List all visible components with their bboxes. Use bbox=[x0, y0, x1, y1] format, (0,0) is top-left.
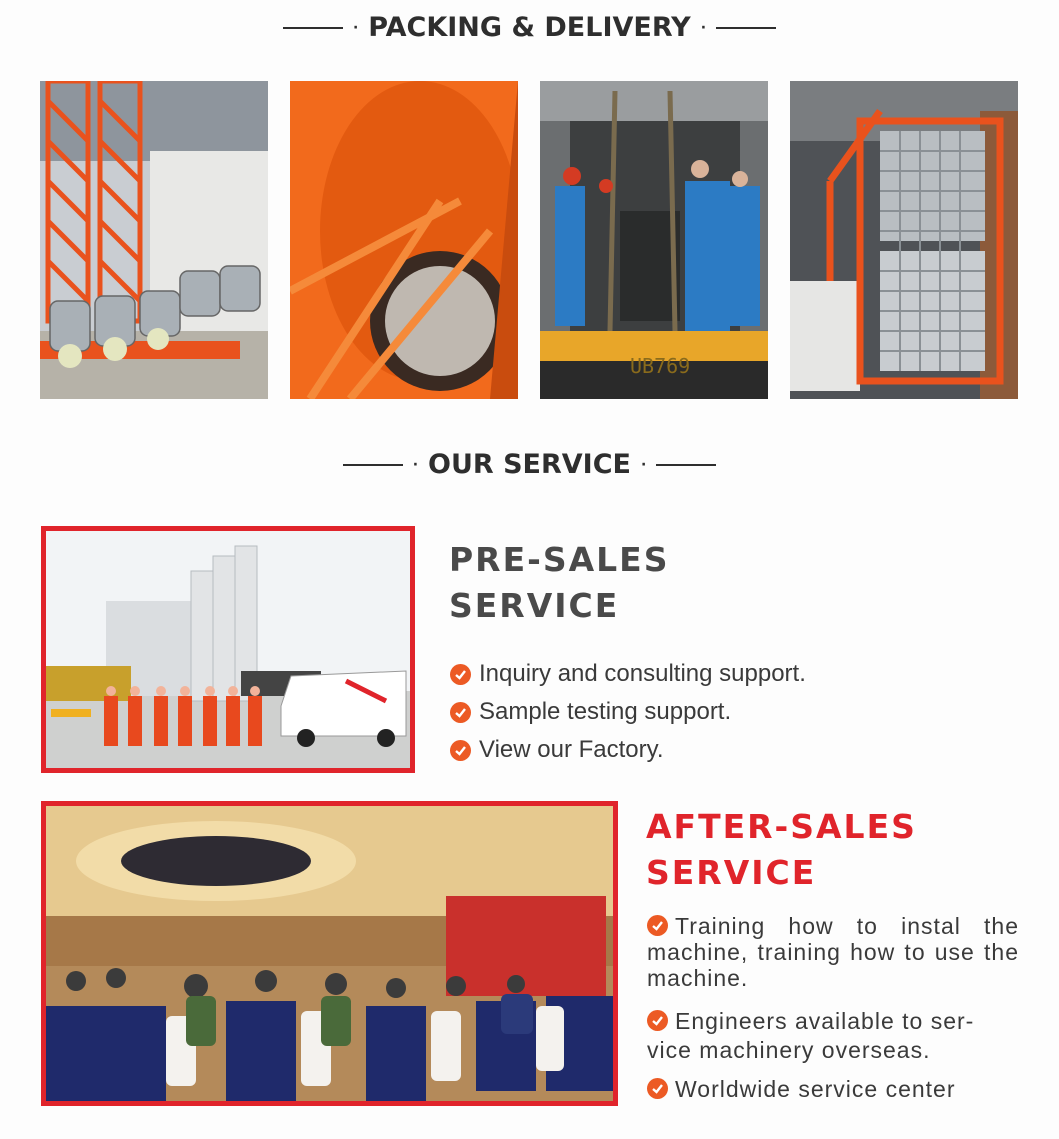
pre-sales-title-line2: SERVICE bbox=[449, 586, 620, 625]
svg-text:UB769: UB769 bbox=[630, 354, 691, 378]
heading-rule-right bbox=[716, 27, 776, 29]
list-item: View our Factory. bbox=[450, 731, 1050, 769]
check-circle-icon bbox=[450, 664, 471, 685]
pre-sales-photo bbox=[41, 526, 415, 773]
list-item: Training how to instal the machine, training how to use the machine. bbox=[647, 913, 1019, 991]
list-item: Engineers available to ser-vice machinery overseas. bbox=[647, 1008, 975, 1063]
packing-title: PACKING & DELIVERY bbox=[368, 12, 691, 43]
pre-sales-title-line1: PRE-SALES bbox=[449, 540, 670, 579]
heading-rule-right bbox=[656, 464, 716, 466]
photo-cage-in-container bbox=[790, 81, 1018, 399]
packing-heading: · PACKING & DELIVERY · bbox=[0, 12, 1059, 43]
check-circle-icon bbox=[647, 1010, 668, 1031]
service-title: OUR SERVICE bbox=[428, 449, 631, 480]
check-circle-icon bbox=[450, 740, 471, 761]
heading-rule-left bbox=[283, 27, 343, 29]
check-circle-icon bbox=[647, 915, 668, 936]
list-item: Inquiry and consulting support. bbox=[450, 655, 1050, 693]
service-heading: · OUR SERVICE · bbox=[0, 449, 1059, 480]
check-circle-icon bbox=[647, 1078, 668, 1099]
list-item: Worldwide service center bbox=[647, 1075, 1019, 1104]
pre-sales-list bbox=[450, 655, 1050, 769]
check-circle-icon bbox=[450, 702, 471, 723]
pre-sales-title bbox=[449, 537, 669, 629]
after-sales-list bbox=[647, 913, 1019, 1104]
heading-rule-left bbox=[343, 464, 403, 466]
photo-hoist-mast-motors bbox=[40, 81, 268, 399]
after-sales-title-line2: SERVICE bbox=[646, 853, 817, 892]
after-sales-title bbox=[646, 804, 917, 896]
after-sales-photo bbox=[41, 801, 618, 1106]
after-sales-title-line1: AFTER-SALES bbox=[646, 807, 917, 846]
photo-orange-tube bbox=[290, 81, 518, 399]
list-item: Sample testing support. bbox=[450, 693, 1050, 731]
photo-container-loading bbox=[540, 81, 768, 399]
